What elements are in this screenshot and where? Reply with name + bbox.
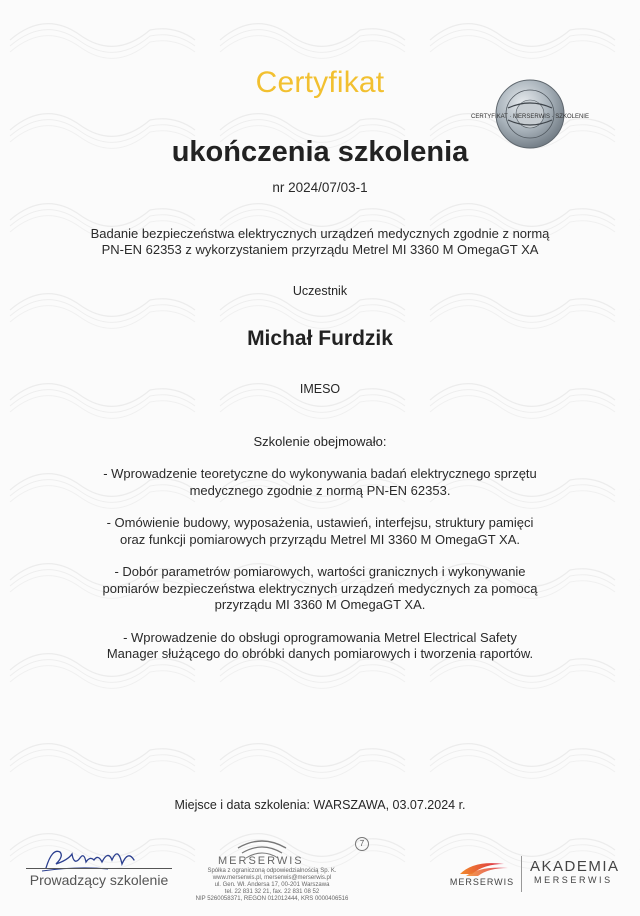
training-subject-line: PN-EN 62353 z wykorzystaniem przyrządu Metrel MI 3360 M OmegaGT XA <box>101 242 539 257</box>
stamp-brand: MERSERWIS <box>218 855 304 867</box>
training-subject-line: Badanie bezpieczeństwa elektrycznych urządzeń medycznych zgodnie z normą <box>90 226 550 241</box>
scope-item-line: - Wprowadzenie do obsługi oprogramowania Metrel Electrical Safety <box>123 629 517 645</box>
scope-list <box>0 466 640 679</box>
akademia-title: AKADEMIA <box>530 858 620 875</box>
participant-name: Michał Furdzik <box>247 327 393 350</box>
certificate-title: Certyfikat <box>255 66 385 99</box>
scope-item <box>0 515 640 548</box>
scope-item-line: - Omówienie budowy, wyposażenia, ustawień, interfejsu, struktury pamięci <box>106 515 534 530</box>
footer-brand: MERSERWIS <box>449 877 515 887</box>
scope-heading: Szkolenie obejmowało: <box>253 434 387 449</box>
place-and-date: Miejsce i data szkolenia: WARSZAWA, 03.07.2024 r. <box>174 798 466 812</box>
participant-company: IMESO <box>299 382 341 396</box>
certificate-number: nr 2024/07/03-1 <box>272 180 368 195</box>
akademia-subtitle: MERSERWIS <box>534 875 613 885</box>
stamp-number: 7 <box>355 837 369 851</box>
scope-item-line: przyrządu MI 3360 M OmegaGT XA. <box>214 597 426 612</box>
merserwis-logo-icon <box>454 858 512 878</box>
stamp-line: NIP 5260058371, REGON 012012444, KRS 0000406516 <box>195 896 349 902</box>
stamp-line: tel. 22 831 32 21, fax. 22 831 08 52 <box>224 889 320 895</box>
training-subject <box>0 226 640 258</box>
scope-item-line: Manager służącego do obróbki danych pomiarowych i tworzenia raportów. <box>106 646 534 661</box>
scope-item-line: oraz funkcji pomiarowych przyrządu Metrel MI 3360 M OmegaGT XA. <box>119 531 521 547</box>
scope-item-line: pomiarów bezpieczeństwa elektrycznych urządzeń medycznych za pomocą <box>102 580 538 596</box>
signature-line <box>26 868 172 869</box>
scope-item-line: - Wprowadzenie teoretyczne do wykonywania badań elektrycznego sprzętu <box>103 466 537 481</box>
scope-item-line: - Dobór parametrów pomiarowych, wartości granicznych i wykonywanie <box>114 564 526 579</box>
stamp-address <box>172 868 372 903</box>
footer-divider <box>521 856 522 892</box>
signature-caption: Prowadzący szkolenie <box>29 872 169 888</box>
stamp-line: www.merserwis.pl, merserwis@merserwis.pl <box>212 875 332 881</box>
scope-item <box>0 564 640 614</box>
participant-label: Uczestnik <box>292 284 348 298</box>
seal-text: CERTYFIKAT · MERSERWIS · SZKOLENIE <box>471 114 589 120</box>
stamp-line: ul. Gen. Wł. Andersa 17, 00-201 Warszawa <box>214 882 330 888</box>
scope-item <box>0 466 640 499</box>
scope-item-line: medycznego zgodnie z normą PN-EN 62353. <box>189 482 451 498</box>
scope-item <box>0 630 640 663</box>
certificate-subtitle: ukończenia szkolenia <box>171 136 469 168</box>
stamp-line: Spółka z ograniczoną odpowiedzialnością Sp. K. <box>207 868 337 874</box>
